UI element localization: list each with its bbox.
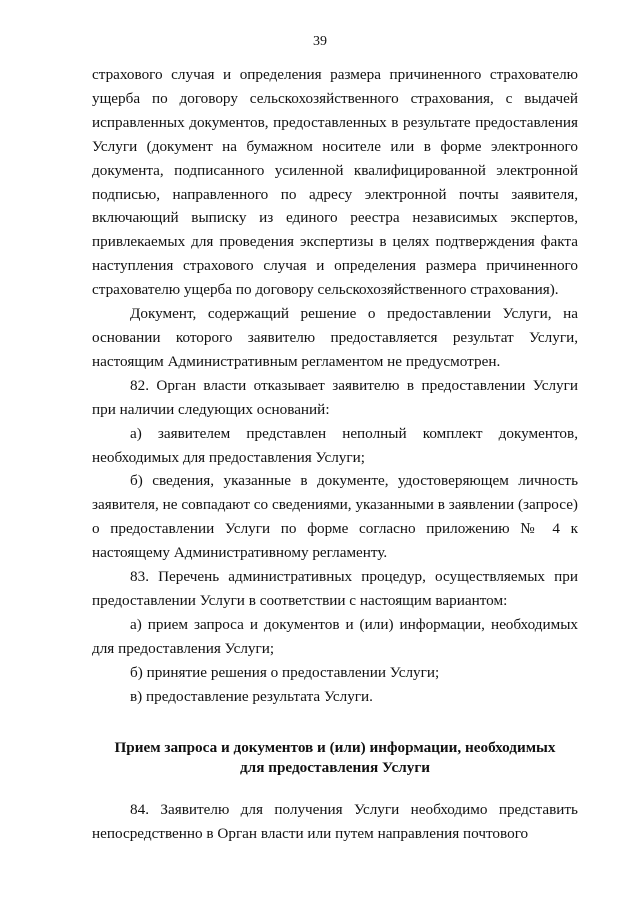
paragraph-82: 82. Орган власти отказывает заявителю в предоставлении Услуги при наличии следующих оснований: bbox=[92, 376, 578, 418]
section-heading-line-1: Прием запроса и документов и (или) информации, необходимых bbox=[114, 739, 556, 757]
paragraph-83: 83. Перечень административных процедур, осуществляемых при предоставлении Услуги в соответствии с настоящим вариантом: bbox=[92, 568, 578, 609]
paragraph-decision-document: Документ, содержащий решение о предоставлении Услуги, на основании которого заявителю предоставляется результат Услуги, настоящим Административным регламентом не предусмотрен. bbox=[92, 305, 578, 370]
paragraph-83-c: в) предоставление результата Услуги. bbox=[130, 687, 373, 705]
paragraph-83-b: б) принятие решения о предоставлении Услуги; bbox=[130, 663, 440, 681]
paragraph-continuation: страхового случая и определения размера причиненного страхователю ущерба по договору сельскохозяйственного страхования, с выдачей исправленных документов, предоставленных в результате предоставления Услуги (документ на бумажном носителе или в форме электронного документа, подписанного усиленной квалифицированной электронной подписью, направленного по адресу электронной почты заявителя, включающий выписку из единого реестра независимых экспертов, привлекаемых для проведения экспертизы в целях подтверждения факта наступления страхового случая и определения размера причиненного страхователю ущерба по договору сельскохозяйственного страхования). bbox=[92, 66, 578, 299]
paragraph-82-b: б) сведения, указанные в документе, удостоверяющем личность заявителя, не совпадают со сведениями, указанными в заявлении (запросе) о предоставлении Услуги по форме согласно приложению № 4 к настоящему Административному регламенту. bbox=[92, 472, 578, 562]
section-heading-line-2: для предоставления Услуги bbox=[240, 759, 430, 777]
paragraph-83-a: а) прием запроса и документов и (или) информации, необходимых для предоставления Услуги; bbox=[92, 615, 578, 657]
section-heading bbox=[92, 738, 578, 778]
document-body bbox=[92, 63, 578, 846]
page-number: 39 bbox=[313, 34, 327, 49]
paragraph-84: 84. Заявителю для получения Услуги необходимо представить непосредственно в Орган власти или путем направления почтового bbox=[92, 801, 578, 843]
paragraph-82-a: а) заявителем представлен неполный комплект документов, необходимых для предоставления Услуги; bbox=[92, 424, 578, 466]
